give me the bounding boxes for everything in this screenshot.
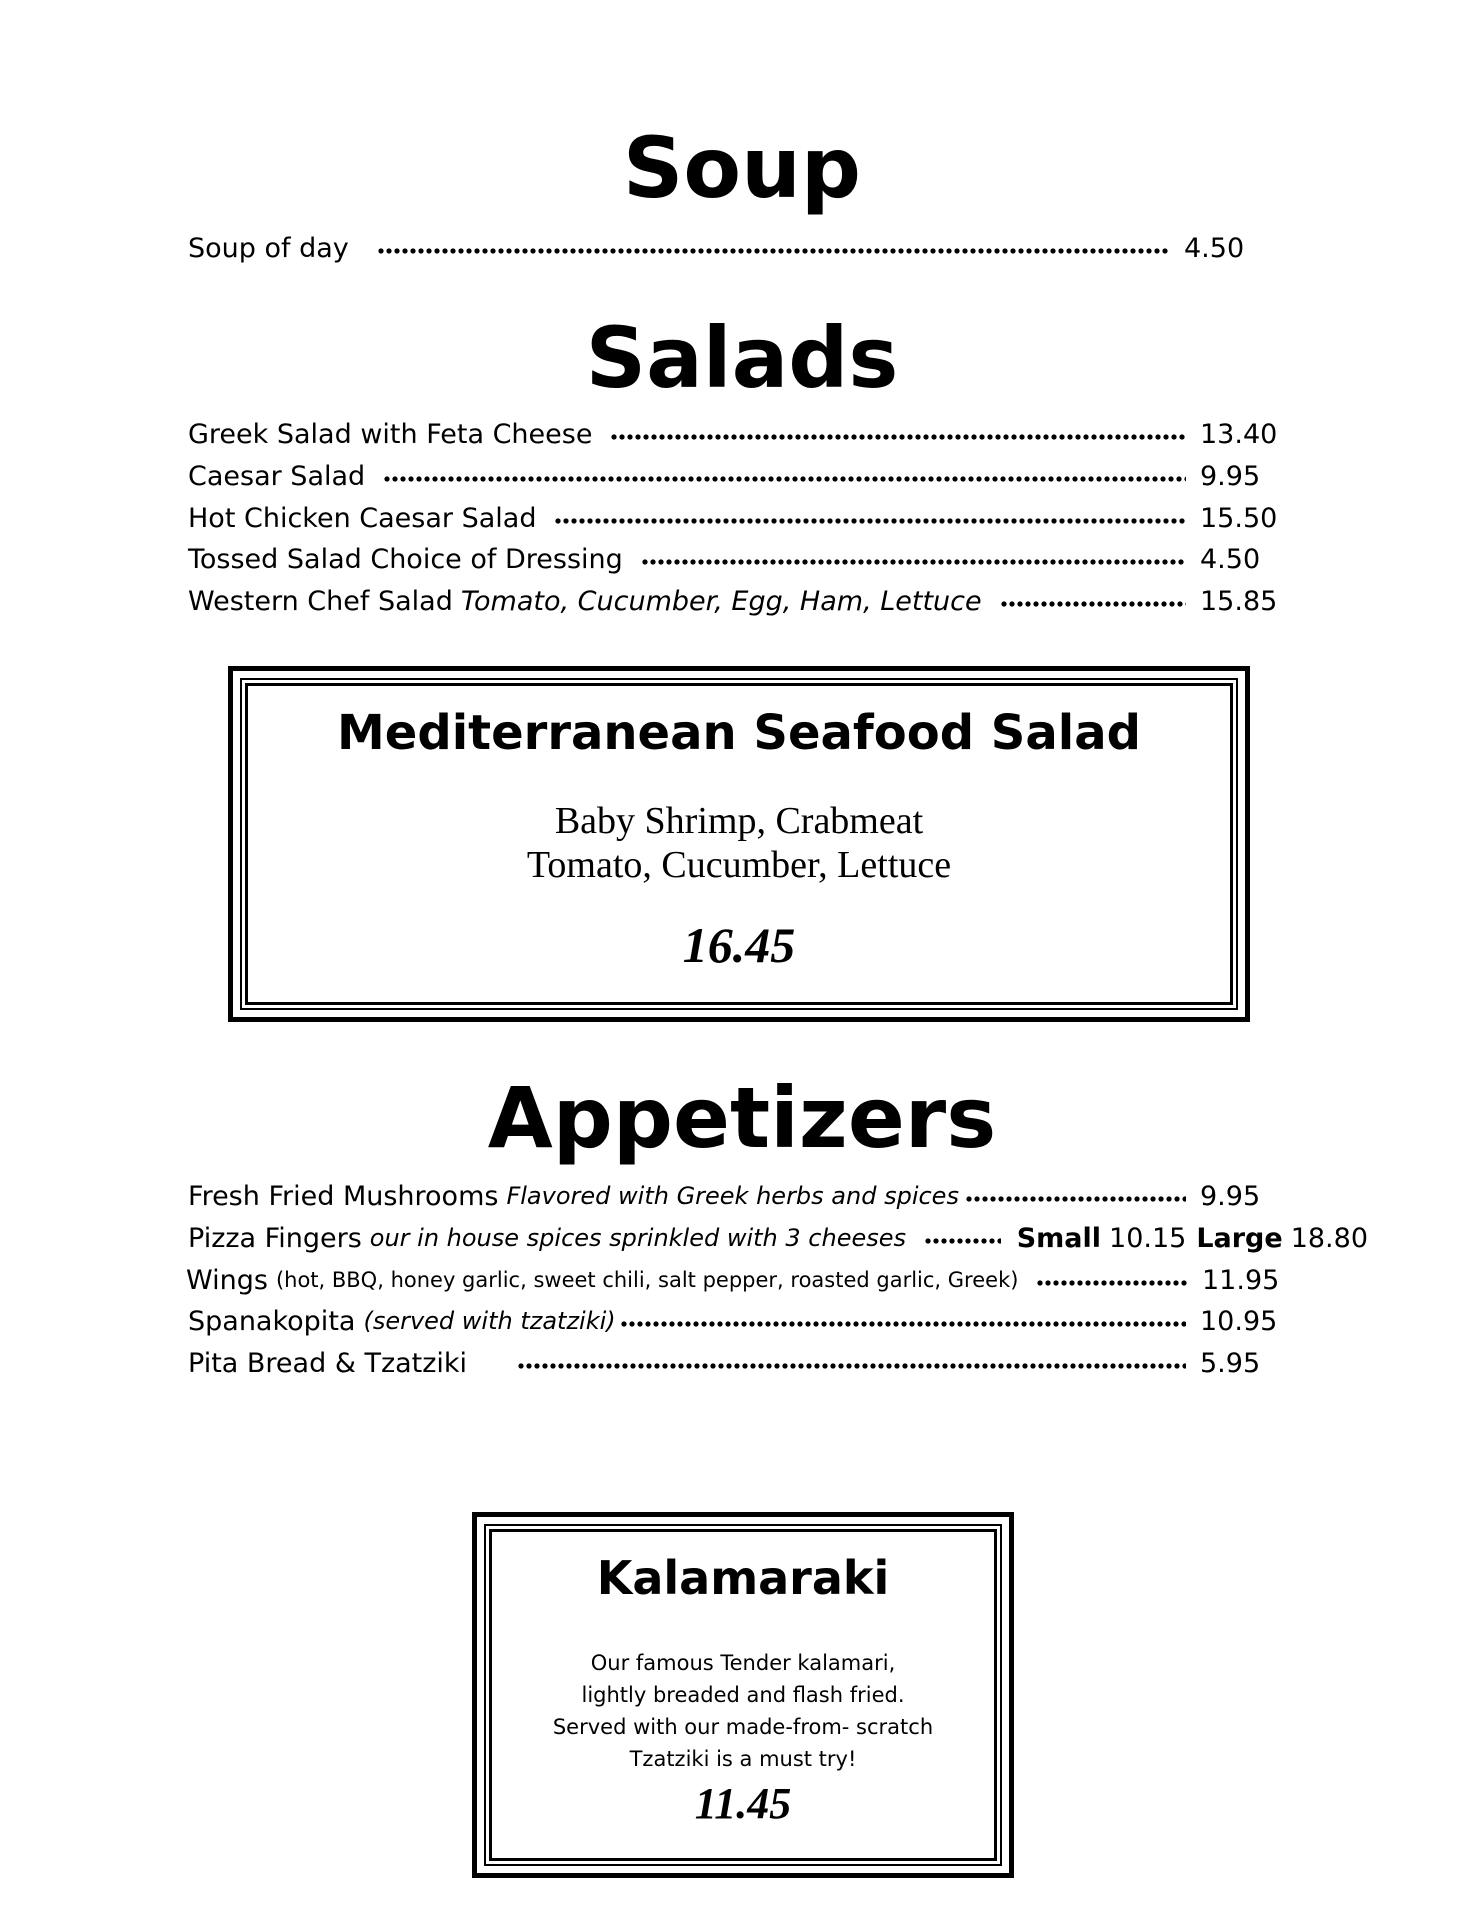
item-description: (hot, BBQ, honey garlic, sweet chili, salt pepper, roasted garlic, Greek) <box>275 1268 1019 1292</box>
kalamaraki-description-line-2: lightly breaded and flash fried. <box>581 1683 905 1707</box>
menu-item-tossed-salad <box>188 541 1284 577</box>
dot-leader <box>610 434 1186 440</box>
item-description: our in house spices sprinkled with 3 cheeses <box>369 1224 907 1252</box>
item-name: Pita Bread & Tzatziki <box>188 1347 468 1379</box>
item-name: Spanakopita <box>188 1305 356 1337</box>
menu-item-western-chef-salad <box>188 583 1284 619</box>
dot-leader <box>383 476 1186 482</box>
item-name: Pizza Fingers <box>188 1222 362 1254</box>
soup-heading: Soup <box>622 119 862 217</box>
dot-leader <box>641 559 1186 565</box>
salads-heading: Salads <box>585 309 899 407</box>
item-description: (served with tzatziki) <box>363 1307 616 1335</box>
item-name: Wings <box>186 1264 268 1296</box>
menu-item-greek-salad <box>188 416 1284 452</box>
dot-leader <box>377 248 1170 254</box>
special-seafood-line-1: Baby Shrimp, Crabmeat <box>554 800 924 842</box>
menu-item-pita-bread <box>188 1345 1284 1381</box>
special-kalamaraki-box <box>472 1512 1014 1878</box>
kalamaraki-description-line-4: Tzatziki is a must try! <box>629 1747 857 1771</box>
special-seafood-title: Mediterranean Seafood Salad <box>337 705 1141 761</box>
dot-leader <box>517 1363 1186 1369</box>
special-seafood-box <box>228 666 1250 1022</box>
item-name: Greek Salad with Feta Cheese <box>188 418 593 450</box>
dot-leader <box>924 1238 1001 1244</box>
item-name: Western Chef Salad <box>188 585 453 617</box>
item-price: 10.95 <box>1200 1305 1278 1337</box>
dot-leader <box>554 518 1186 524</box>
special-kalamaraki-price: 11.45 <box>694 1779 792 1828</box>
item-name: Soup of day <box>188 232 349 264</box>
special-seafood-line-2: Tomato, Cucumber, Lettuce <box>526 844 952 886</box>
menu-item-caesar-salad <box>188 458 1284 494</box>
item-price: 4.50 <box>1184 232 1245 264</box>
item-price: 15.50 <box>1200 502 1278 534</box>
dot-leader <box>1000 601 1186 607</box>
item-price: 5.95 <box>1200 1347 1261 1379</box>
item-price: 15.85 <box>1200 585 1278 617</box>
item-price: 4.50 <box>1200 543 1261 575</box>
special-seafood-price: 16.45 <box>682 917 796 973</box>
kalamaraki-description-line-3: Served with our made-from- scratch <box>552 1715 934 1739</box>
menu-item-wings <box>186 1262 1286 1298</box>
dot-leader <box>1036 1280 1188 1286</box>
dot-leader <box>965 1196 1186 1202</box>
dot-leader <box>620 1321 1186 1327</box>
item-name: Caesar Salad <box>188 460 366 492</box>
item-name: Tossed Salad Choice of Dressing <box>188 543 623 575</box>
item-name: Fresh Fried Mushrooms <box>188 1180 499 1212</box>
size-small-price: 10.15 <box>1109 1222 1187 1254</box>
menu-item-hot-chicken-caesar <box>188 500 1284 536</box>
item-price: 11.95 <box>1202 1264 1280 1296</box>
item-price: 9.95 <box>1200 460 1261 492</box>
size-large-price: 18.80 <box>1290 1222 1368 1254</box>
menu-item-pizza-fingers <box>188 1220 1368 1256</box>
kalamaraki-description-line-1: Our famous Tender kalamari, <box>590 1651 896 1675</box>
size-large-label: Large <box>1196 1222 1283 1254</box>
menu-item-fried-mushrooms <box>188 1178 1284 1214</box>
item-description: Flavored with Greek herbs and spices <box>506 1182 959 1210</box>
item-description: Tomato, Cucumber, Egg, Ham, Lettuce <box>460 585 982 617</box>
item-price: 13.40 <box>1200 418 1278 450</box>
item-name: Hot Chicken Caesar Salad <box>188 502 537 534</box>
special-kalamaraki-title: Kalamaraki <box>596 1551 890 1605</box>
appetizers-heading: Appetizers <box>487 1069 997 1167</box>
menu-item-soup-of-day <box>188 230 1268 266</box>
item-price: 9.95 <box>1200 1180 1261 1212</box>
size-small-label: Small <box>1016 1222 1102 1254</box>
menu-item-spanakopita <box>188 1303 1284 1339</box>
